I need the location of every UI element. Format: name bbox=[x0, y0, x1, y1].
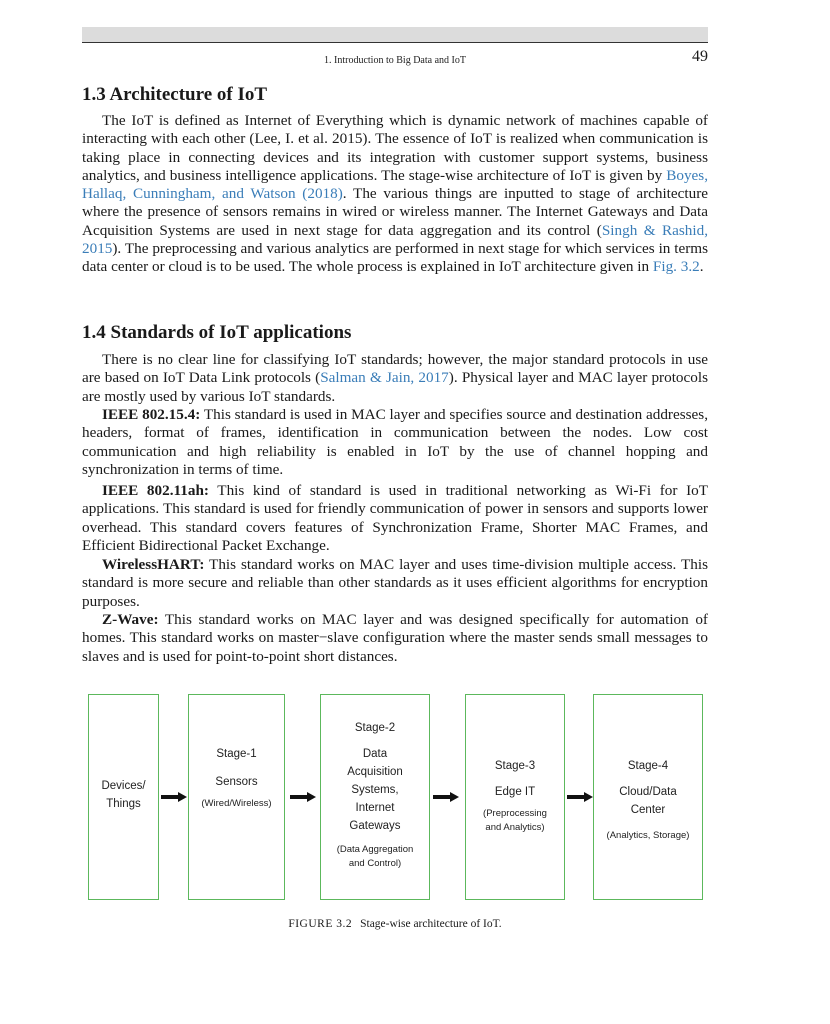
figure-caption-label: FIGURE 3.2 bbox=[288, 918, 353, 930]
stage4-title: Stage-4 bbox=[627, 760, 669, 772]
devices-box bbox=[88, 694, 159, 900]
devices-label-line2: Things bbox=[106, 798, 141, 810]
term-z-wave: Z-Wave: bbox=[102, 611, 159, 628]
paragraph-z-wave: Z-Wave: This standard works on MAC layer and was designed specifically for automation of homes. This standard works on master−slave configuration where the master sends small messages to slaves and is used for point-to-point short distances. bbox=[82, 611, 708, 665]
stage2-name-line1: Data bbox=[362, 748, 388, 760]
header-rule bbox=[82, 42, 708, 43]
stage4-name-line1: Cloud/Data bbox=[619, 786, 677, 798]
devices-label-line1: Devices/ bbox=[101, 780, 146, 792]
arrow-right-icon bbox=[290, 792, 316, 802]
stage3-sub-line1: (Preprocessing bbox=[483, 808, 547, 819]
stage1-name: Sensors bbox=[215, 776, 258, 788]
citation-link-salman[interactable]: Salman & Jain, 2017 bbox=[320, 369, 449, 387]
figure-link[interactable]: Fig. 3.2 bbox=[652, 258, 700, 276]
citation-link-boyes[interactable]: Boyes, Hallaq, Cunningham, and Watson (2018) bbox=[82, 166, 708, 203]
stage1-sub: (Wired/Wireless) bbox=[201, 798, 272, 809]
paragraph-ieee-802-15-4: IEEE 802.15.4: This standard is used in MAC layer and specifies source and destination addresses, headers, format of frames, identification in communication between the nodes. Low cost communication and high reliability is enabled in IoT by the use of channel hopping and synchronization in terms of time. bbox=[82, 406, 709, 478]
stage2-sub-line1: (Data Aggregation bbox=[336, 844, 414, 855]
stage4-name-line2: Center bbox=[630, 804, 666, 816]
stage1-box bbox=[188, 694, 285, 900]
term-ieee-802-15-4: IEEE 802.15.4: bbox=[102, 406, 201, 423]
stage2-name-line4: Internet bbox=[355, 802, 395, 814]
stage2-name-line2: Acquisition bbox=[347, 766, 403, 778]
page-number: 49 bbox=[692, 48, 708, 65]
citation-link-singh[interactable]: Singh & Rashid, 2015 bbox=[82, 221, 708, 258]
arrow-right-icon bbox=[433, 792, 459, 802]
paragraph-wirelesshart: WirelessHART: This standard works on MAC layer and uses time-division multiple access. This standard is more secure and reliable than other standards as it uses efficient algorithms for encryption purposes. bbox=[82, 556, 708, 610]
stage3-box bbox=[465, 694, 565, 900]
stage3-name: Edge IT bbox=[494, 786, 536, 798]
stage2-name-line3: Systems, bbox=[351, 784, 399, 796]
figure-3-2 bbox=[85, 690, 705, 910]
stage3-title: Stage-3 bbox=[494, 760, 536, 772]
arrow-right-icon bbox=[161, 792, 187, 802]
stage1-title: Stage-1 bbox=[216, 748, 257, 760]
arrow-right-icon bbox=[567, 792, 593, 802]
paragraph-ieee-802-11ah: IEEE 802.11ah: This kind of standard is used in traditional networking as Wi-Fi for IoT applications. This standard is used for friendly communication of power in sensors and supports lower overhead. This standard covers features of Synchronization Frame, Shorter MAC Frames, and Efficient Bidirectional Packet Exchange. bbox=[82, 482, 708, 554]
stage4-box bbox=[593, 694, 703, 900]
section-title-1-4: 1.4 Standards of IoT applications bbox=[82, 322, 352, 343]
term-ieee-802-11ah: IEEE 802.11ah: bbox=[102, 482, 209, 499]
header-bar bbox=[82, 27, 708, 42]
section-1-4-intro: There is no clear line for classifying IoT standards; however, the major standard protocols in use are based on IoT Data Link protocols (Salman & Jain, 2017). Physical layer and MAC layer protocols are mostly used by various IoT standards. bbox=[82, 351, 708, 405]
stage4-sub: (Analytics, Storage) bbox=[606, 830, 690, 841]
stage2-sub-line2: and Control) bbox=[348, 858, 402, 869]
stage2-name-line5: Gateways bbox=[349, 820, 401, 832]
figure-caption bbox=[0, 918, 790, 930]
stage2-box bbox=[320, 694, 430, 900]
stage2-title: Stage-2 bbox=[354, 722, 396, 734]
running-head: 1. Introduction to Big Data and IoT bbox=[324, 55, 466, 66]
section-1-3-paragraph: The IoT is defined as Internet of Everything which is dynamic network of machines capable of interacting with each other (Lee, I. et al. 2015). The essence of IoT is realized when communication is taking place in connecting devices and its integration with customer support systems, business analytics, and business intelligence applications. The stage-wise architecture of IoT is given by Boyes, Hallaq, Cunningham, and Watson (2018). The various things are inputted to stage of architecture where the presence of sensors remains in wired or wireless manner. The Internet Gateways and Data Acquisition Systems are used in next stage for data aggregation and its control (Singh & Rashid, 2015). The preprocessing and various analytics are performed in next stage for which services in terms data center or cloud is to be used. The whole process is explained in IoT architecture given in Fig. 3.2. bbox=[82, 112, 708, 276]
term-wirelesshart: WirelessHART: bbox=[102, 556, 205, 573]
section-title-1-3: 1.3 Architecture of IoT bbox=[82, 84, 268, 105]
figure-caption-text: Stage-wise architecture of IoT. bbox=[360, 918, 502, 930]
stage3-sub-line2: and Analytics) bbox=[485, 822, 545, 833]
